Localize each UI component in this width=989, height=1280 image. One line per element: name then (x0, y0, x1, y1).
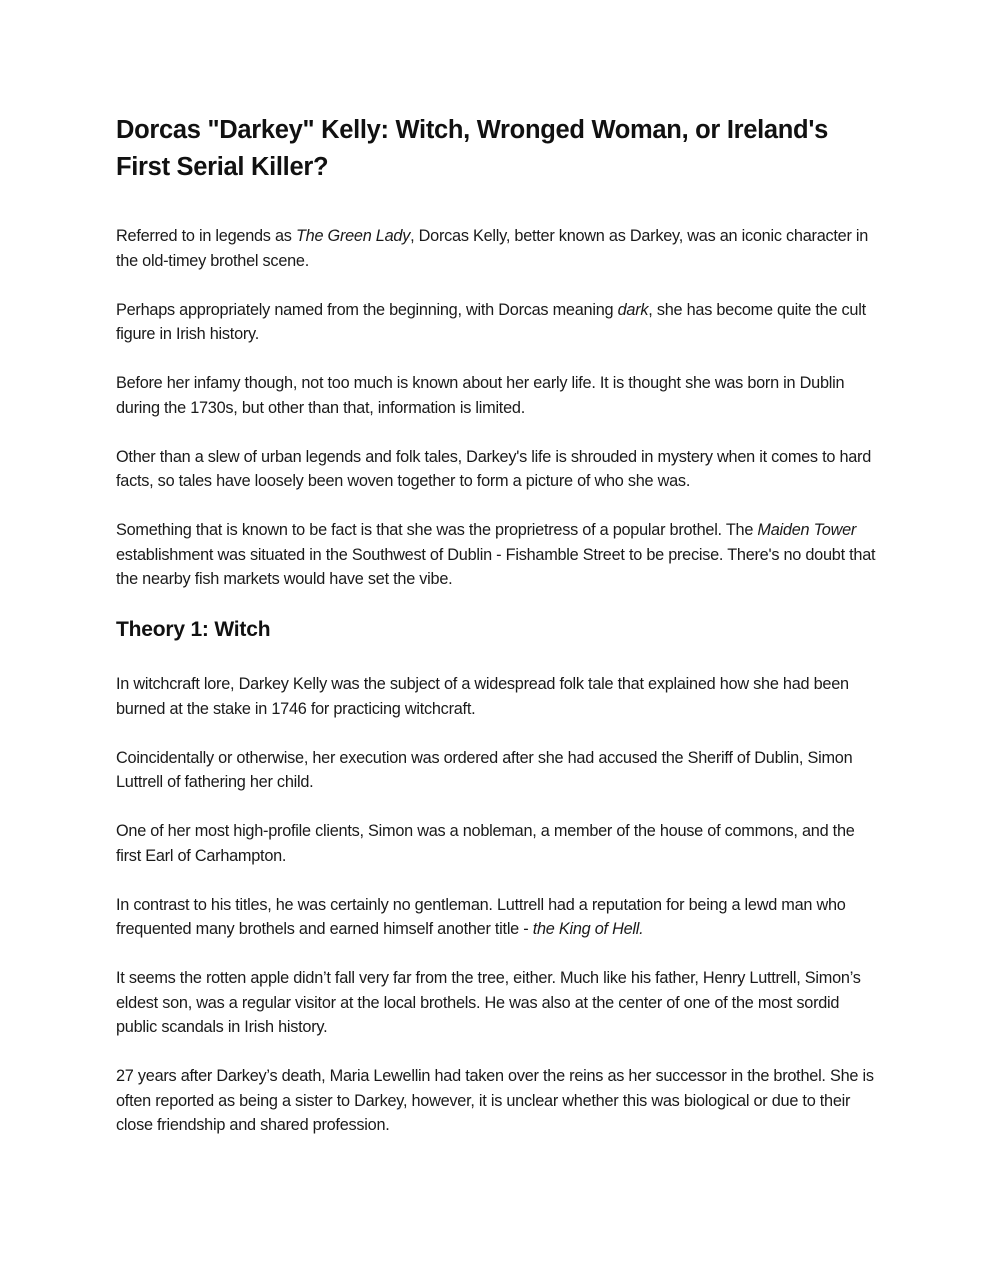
paragraph-text: , Dorcas Kelly, better known as Darkey, was an iconic character in the old-timey brothel scene. (116, 227, 869, 270)
paragraph-text: Something that is known to be fact is that she was the proprietress of a popular brothel. The (116, 521, 758, 539)
paragraph-text: , she has become quite the cult figure in Irish history. (116, 300, 866, 343)
paragraph-king-of-hell (116, 893, 876, 942)
paragraph-text: Perhaps appropriately named from the beginning, with Dorcas meaning (116, 300, 618, 319)
paragraph-legends: Other than a slew of urban legends and folk tales, Darkey's life is shrouded in mystery when it comes to hard facts, so tales have loosely been woven together to form a picture of who she was. (116, 447, 872, 490)
italic-phrase: dark (617, 300, 649, 319)
section-heading-theory-1: Theory 1: Witch (116, 618, 271, 641)
paragraph-name-meaning (116, 298, 876, 347)
paragraph-henry-luttrell: It seems the rotten apple didn’t fall very far from the tree, either. Much like his father, Henry Luttrell, Simon’s eldest son, was a regular visitor at the local brothels. He was also at the center of one of the most sordid public scandals in Irish history. (116, 969, 861, 1036)
paragraph-maria-lewellin: 27 years after Darkey’s death, Maria Lewellin had taken over the reins as her successor in the brothel. She is often reported as being a sister to Darkey, however, it is unclear whether this was biological or due to their close friendship and shared profession. (116, 1067, 874, 1134)
italic-phrase: Maiden Tower (757, 521, 857, 539)
paragraph-early-life: Before her infamy though, not too much is known about her early life. It is thought she was born in Dublin during the 1730s, but other than that, information is limited. (116, 374, 845, 417)
paragraph-text: Referred to in legends as (116, 227, 296, 245)
paragraph-simon-luttrell: One of her most high-profile clients, Simon was a nobleman, a member of the house of commons, and the first Earl of Carhampton. (116, 822, 855, 865)
article-body (116, 112, 876, 1162)
paragraph-text: establishment was situated in the Southwest of Dublin - Fishamble Street to be precise. There's no doubt that the nearby fish markets would have set the vibe. (116, 545, 876, 588)
paragraph-witchcraft-lore: In witchcraft lore, Darkey Kelly was the subject of a widespread folk tale that explained how she had been burned at the stake in 1746 for practicing witchcraft. (116, 675, 849, 718)
paragraph-text: In contrast to his titles, he was certainly no gentleman. Luttrell had a reputation for being a lewd man who frequented many brothels and earned himself another title - (116, 895, 846, 938)
paragraph-execution: Coincidentally or otherwise, her execution was ordered after she had accused the Sheriff of Dublin, Simon Luttrell of fathering her child. (116, 748, 853, 791)
italic-phrase: the King of Hell. (532, 920, 644, 938)
paragraph-intro (116, 224, 876, 273)
article-title: Dorcas "Darkey" Kelly: Witch, Wronged Woman, or Ireland's First Serial Killer? (116, 116, 828, 181)
italic-phrase: The Green Lady (295, 227, 411, 245)
paragraph-brothel (116, 518, 876, 592)
